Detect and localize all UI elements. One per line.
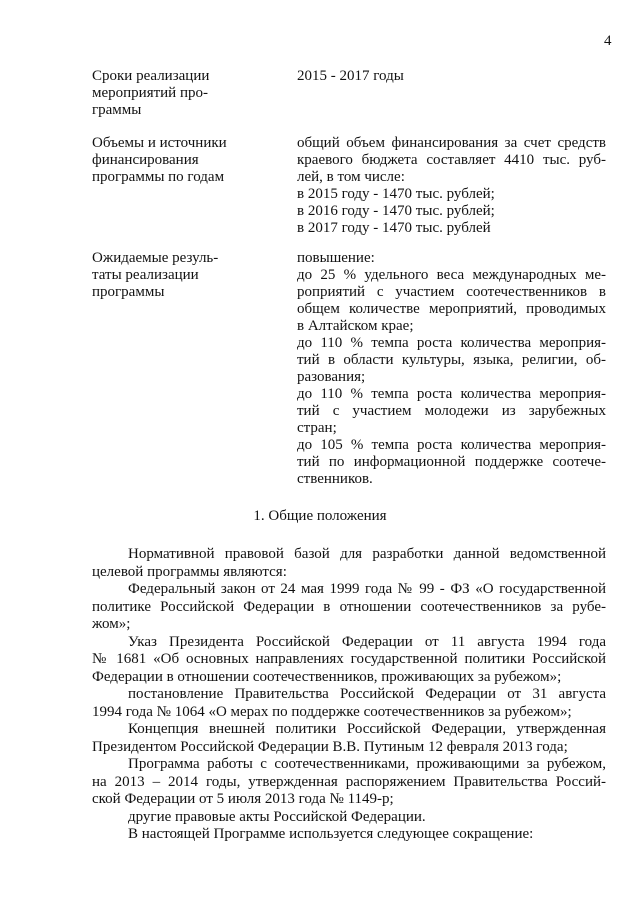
passport-value: повышение: до 25 % удельного веса международных ме- роприятий с участием соотечественников в общем количестве мероприятий, проводимых в Алтайском крае; до 110 % темпа роста количества мероприя- тий в области культуры, языка, религии, об- разования; до 110 % темпа роста количества мероприя- тий с участием молодежи из зарубежных стран; до 105 % темпа роста количества мероприя- тий по информационной поддержке соотече- ственников. <box>297 250 606 487</box>
passport-value: 2015 - 2017 годы <box>297 68 404 84</box>
passport-label: Объемы и источники финансирования программы по годам <box>92 135 227 185</box>
paragraph: Указ Президента Российской Федерации от 11 августа 1994 года № 1681 «Об основных направлениях государственной политики Российской Федерации в отношении соотечественников, проживающих за рубежом»; <box>92 633 606 685</box>
passport-value: общий объем финансирования за счет средств краевого бюджета составляет 4410 тыс. руб- лей, в том числе: в 2015 году - 1470 тыс. рублей; в 2016 году - 1470 тыс. рублей; в 2017 году - 1470 тыс. рублей <box>297 135 606 236</box>
paragraph: другие правовые акты Российской Федерации. <box>128 808 426 825</box>
body-text <box>92 546 606 844</box>
passport-label: Ожидаемые резуль- таты реализации программы <box>92 250 219 300</box>
paragraph: Программа работы с соотечественниками, проживающими за рубежом, на 2013 – 2014 годы, утвержденная распоряжением Правительства Россий- ской Федерации от 5 июля 2013 года № 1149-р; <box>92 756 606 807</box>
paragraph: Нормативной правовой базой для разработки данной ведомственной целевой программы являются: <box>92 546 606 580</box>
paragraph: постановление Правительства Российской Федерации от 31 августа 1994 года № 1064 «О мерах по поддержке соотечественников за рубежом»; <box>92 686 606 720</box>
paragraph: Концепция внешней политики Российской Федерации, утвержденная Президентом Российской Федерации В.В. Путиным 12 февраля 2013 года; <box>92 721 606 755</box>
page-number: 4 <box>604 33 612 49</box>
passport-label: Сроки реализации мероприятий про- граммы <box>92 68 210 118</box>
paragraph: В настоящей Программе используется следующее сокращение: <box>128 826 534 842</box>
paragraph: Федеральный закон от 24 мая 1999 года № 99 - ФЗ «О государственной политике Российской Федерации в отношении соотечественников за рубе- жом»; <box>92 581 606 632</box>
section-heading: 1. Общие положения <box>253 508 387 524</box>
